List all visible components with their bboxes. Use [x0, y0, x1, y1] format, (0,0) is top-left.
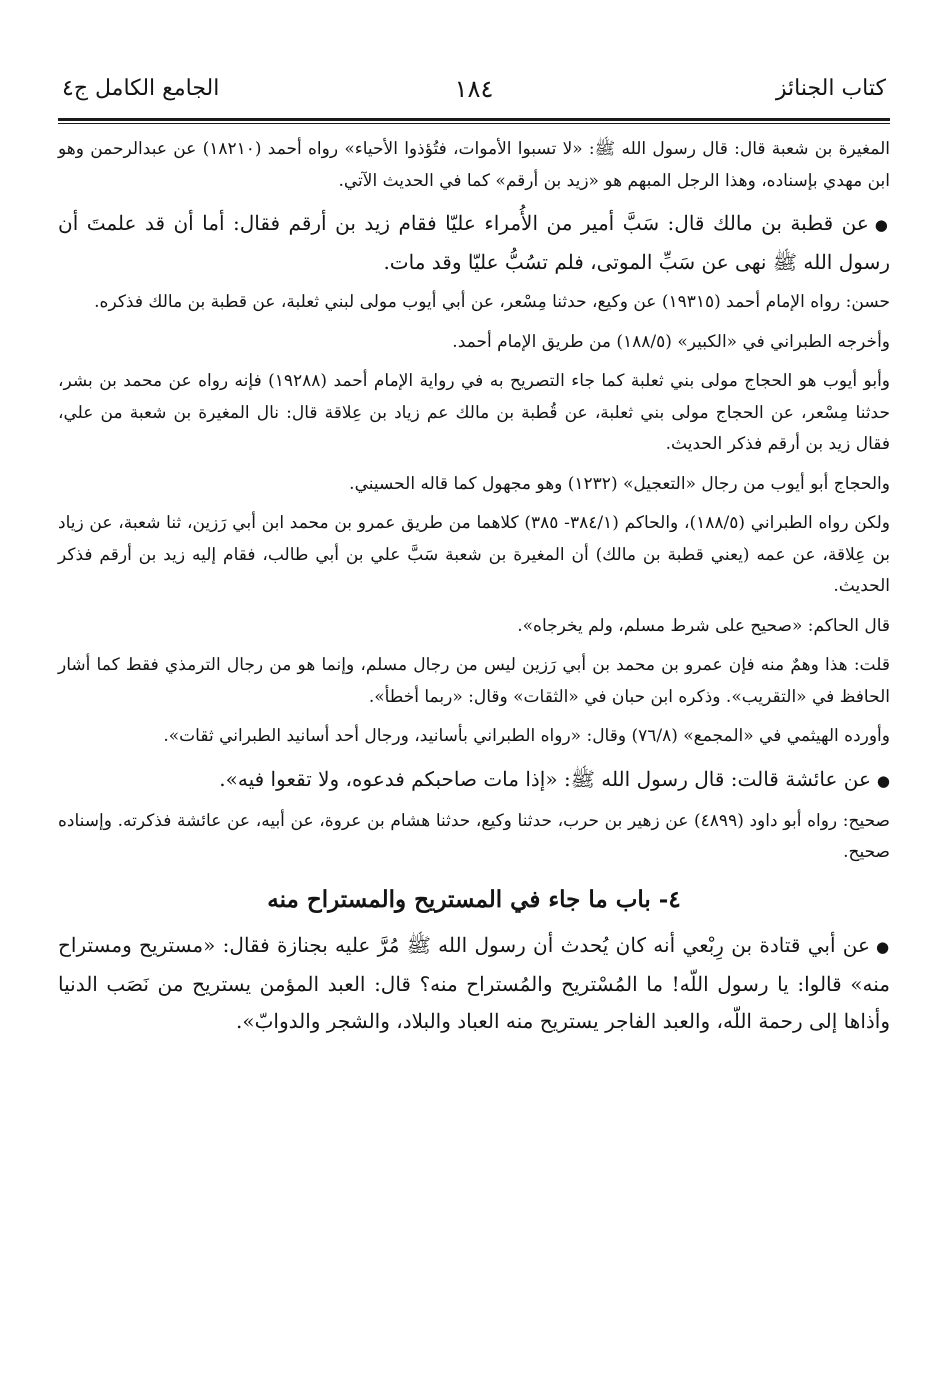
page-content — [58, 134, 890, 1046]
hadith-text: عن أبي قتادة بن رِبْعي أنه كان يُحدث أن رسول الله ﷺ مُرَّ عليه بجنازة فقال: «مستريح ومستراح منه» قالوا: يا رسول اللّه! ما المُسْتريح والمُستراح منه؟ قال: العبد المؤمن يستريح من نَصَب الدنيا وأذاها إلى رحمة اللّه، والعبد الفاجر يستريح منه العباد والبلاد، والشجر والدوابّ». — [58, 932, 890, 1033]
header-rule-thick — [58, 118, 890, 121]
book-page — [58, 0, 890, 1380]
reference-paragraph — [58, 469, 890, 501]
bullet-icon: ● — [876, 771, 890, 790]
paragraph-text: وأورده الهيثمي في «المجمع» (٧٦/٨) وقال: «رواه الطبراني بأسانيد، ورجال أحد أسانيد الطبراني ثقات». — [163, 726, 890, 746]
page-number: ١٨٤ — [454, 75, 494, 103]
header-rule-thin — [58, 123, 890, 124]
book-title: الجامع الكامل ج٤ — [62, 76, 220, 101]
page-header — [58, 62, 890, 112]
paragraph-text: وأخرجه الطبراني في «الكبير» (١٨٨/٥) من طريق الإمام أحمد. — [452, 331, 890, 352]
hadith-paragraph — [58, 927, 890, 1040]
reference-paragraph — [58, 327, 890, 359]
reference-paragraph — [58, 650, 890, 713]
reference-paragraph — [58, 134, 890, 197]
paragraph-text: والحجاج أبو أيوب من رجال «التعجيل» (١٢٣٢) وهو مجهول كما قاله الحسيني. — [349, 473, 890, 494]
paragraph-text: قلت: هذا وهمٌ منه فإن عمرو بن محمد بن أبي رَزين ليس من رجال مسلم، وإنما هو من رجال الترمذي فقط كما أشار الحافظ في «التقريب». وذكره ابن حبان في «الثقات» وقال: «ربما أخطأ». — [58, 655, 890, 707]
reference-paragraph — [58, 611, 890, 643]
paragraph-text: حسن: رواه الإمام أحمد (١٩٣١٥) عن وكيع، حدثنا مِسْعر، عن أبي أيوب مولى لبني ثعلبة، عن قطبة بن مالك فذكره. — [94, 292, 890, 312]
paragraph-text: وأبو أيوب هو الحجاج مولى بني ثعلبة كما جاء التصريح به في رواية الإمام أحمد (١٩٢٨٨) فإنه رواه عن محمد بن بشر، حدثنا مِسْعر، عن الحجاج مولى بني ثعلبة، عن قُطبة بن مالك عم زياد بن عِلاقة قال: نال المغيرة بن شعبة من علي، فقال زيد بن أرقم فذكر الحديث. — [58, 371, 890, 454]
paragraph-text: ولكن رواه الطبراني (١٨٨/٥)، والحاكم (٣٨٤/١- ٣٨٥) كلاهما من طريق عمرو بن محمد ابن أبي رَزين، ثنا شعبة، عن زياد بن عِلاقة، عن عمه (يعني قطبة بن مالك) أن المغيرة بن شعبة سَبَّ علي بن أبي طالب، فقام إليه زيد بن أرقم فذكر الحديث. — [58, 513, 891, 596]
bullet-icon: ● — [875, 937, 890, 956]
hadith-text: عن قطبة بن مالك قال: سَبَّ أمير من الأُمراء عليّا فقام زيد بن أرقم فقال: أما أن قد علمتَ أن رسول الله ﷺ نهى عن سَبِّ الموتى، فلم تسُبُّ عليّا وقد مات. — [58, 211, 890, 274]
reference-paragraph — [58, 287, 890, 319]
bullet-icon: ● — [874, 216, 890, 234]
section-heading: ٤- باب ما جاء في المستريح والمستراح منه — [267, 885, 681, 913]
chapter-title: كتاب الجنائز — [775, 76, 886, 101]
reference-paragraph — [58, 366, 890, 461]
hadith-paragraph — [58, 761, 890, 800]
hadith-paragraph — [58, 205, 890, 281]
paragraph-text: قال الحاكم: «صحيح على شرط مسلم، ولم يخرجاه». — [517, 615, 890, 636]
hadith-text: عن عائشة قالت: قال رسول الله ﷺ: «إذا مات صاحبكم فدعوه، ولا تقعوا فيه». — [219, 766, 871, 791]
paragraph-text: صحيح: رواه أبو داود (٤٨٩٩) عن زهير بن حرب، حدثنا وكيع، حدثنا هشام بن عروة، عن أبيه، عن عائشة فذكرته. وإسناده صحيح. — [58, 810, 890, 862]
reference-paragraph — [58, 806, 890, 869]
reference-paragraph — [58, 508, 890, 603]
paragraph-text: المغيرة بن شعبة قال: قال رسول الله ﷺ: «لا تسبوا الأموات، فتُؤذوا الأحياء» رواه أحمد (١٨٢١٠) عن عبدالرحمن وهو ابن مهدي بإسناده، وهذا الرجل المبهم هو «زيد بن أرقم» كما في الحديث الآتي. — [58, 139, 890, 191]
reference-paragraph — [58, 721, 890, 753]
